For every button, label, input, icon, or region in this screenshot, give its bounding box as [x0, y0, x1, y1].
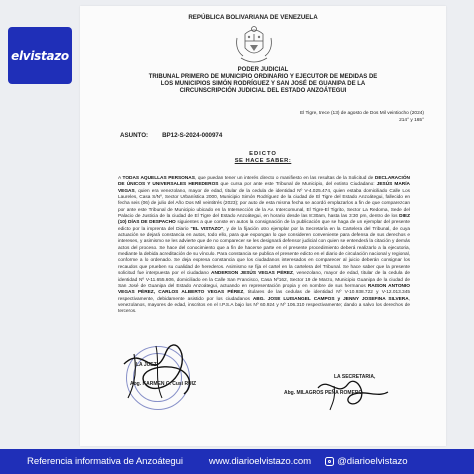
- footer-website-link[interactable]: www.diarioelvistazo.com: [208, 456, 312, 467]
- document-page: [80, 6, 446, 446]
- asunto-line: [120, 132, 222, 139]
- coat-of-arms-icon: [231, 24, 277, 68]
- tribunal-line: LOS MUNICIPIOS SIMÓN RODRÍGUEZ Y SAN JOSÉ DE GUANIPA DE LA: [160, 81, 366, 88]
- secretary-title: LA SECRETARIA,: [334, 374, 376, 380]
- edicto-document: [80, 6, 446, 446]
- edicto-heading: [180, 151, 346, 165]
- footer-bar: [0, 449, 474, 474]
- document-date: El Tigre, trece (13) de agosto de Dos Mil veintiocho (2024) 214° y 165°: [300, 111, 424, 123]
- footer-tagline: Referencia informativa de Anzoátegui: [27, 456, 183, 467]
- brand-logo-badge: [8, 27, 72, 84]
- judge-signature: [104, 324, 216, 434]
- brand-logo: elvistazo: [11, 48, 69, 63]
- edicto-title: EDICTO: [249, 151, 277, 157]
- edicto-subtitle: SE HACE SABER:: [234, 158, 292, 164]
- tribunal-line: TRIBUNAL PRIMERO DE MUNICIPIO ORDINARIO Y EJECUTOR DE MEDIDAS DE: [148, 74, 378, 80]
- tribunal-line: CIRCUNSCRIPCIÓN JUDICIAL DEL ESTADO ANZOÁTEGUI: [179, 88, 347, 95]
- asunto-value: BP12-S-2024-000974: [162, 132, 223, 139]
- judge-title: LA JUEZ,: [136, 362, 159, 368]
- instagram-icon: [325, 457, 334, 466]
- secretary-name: Abg. MILAGROS PEÑA ROMERO: [284, 390, 363, 396]
- footer-handle: @diarioelvistazo: [337, 456, 408, 467]
- document-country-heading: REPÚBLICA BOLIVARIANA DE VENEZUELA: [188, 14, 318, 21]
- edicto-body: A TODAS AQUELLAS PERSONAS, que puedan tener un interés directo o manifiesto en las resultas de la Solicitud de DECLARACIÓN DE ÚNICOS Y UNIVERSALES HEREDEROS que cursa por ante este Tribunal de Municipio, del extinto Ciudadano: JESÚS MARÍA VEGAS, quien era venezolano, mayor de edad, titular de la cedula de identidad Nº V-4.025.474, quien estaba domiciliado Calle Los Laureles, Casa S/Nº, Sector Urbanística 2000, Municipio Simón Rodríguez de la ciudad de El Tigre del Estado Anzoátegui, fallecido en fecha seis (06) de julio del Año Dos Mil veintitrés (2023); por auto de esta misma fecha se acordó emplazarlos a fin de que comparezcan por ante este Tribunal de Municipio ubicado en la Intersección de la Av. Intercomunal, El Tigre-El Tigrito, Sector La Redoma, Sede del Palacio de Justicia de la ciudad de El Tigre del Estado Anzoátegui, en horario desde las 8:30am, hasta las 3:30 pm, dentro de los DIEZ (10) DÍAS DE DESPACHO siguientes a que conste en autos la consignación de la publicación que se haga de un ejemplar del presente edicto por la imprenta del Diario "EL VISTAZO", y de la fijación otro ejemplar por la Secretaría en la Cartelera del Tribunal, de cuya actuación se dejará constancia en autos, todo ello, para que expongan lo que consideren conveniente para defensa de sus derechos e intereses, y asimismo se les advierte que de no comparecer se les designará defensor judicial con quien se entenderá la citación y demás actos del proceso. Se hace del conocimiento que a fin de hacerse parte en el presente procedimiento deberá realizarlo a la ejecutoria, mediante la debida acreditación de su vínculo. Para constancia se publica el presente edicto en el diario de circulación nacional y regional, conforme a lo ordenado. Se deja expresa constancia que los ciudadanos interesados en comparecer al juicio deberán consignar los recaudos que prueben su cualidad de herederos. Asimismo se fija el cartel en la cartelera del Tribunal. Se hace saber que la presente solicitud fue interpuesta por el ciudadano ANDERSON JESÚS VEGAS PÉREZ, venezolano, mayor de edad, titular de la cedula de identidad Nº V-11.655.606, domiciliado en la Calle San Francisco, Casa Nº162, Sector 19 de Marzo, Municipio Guanipa de la ciudad de San José de Guanipa del Estado Anzoátegui, actuando en representación propia y en nombre de sus hermanos RAISON ANTONIO VEGAS PÉREZ, CARLOS ALBERTO VEGAS PÉREZ, titulares de las cedulas de identidad Nº V-10.938.722 y V-12.013.345 respectivamente, debidamente asistido por los ciudadanos ABG. JOSE LUISANGEL CAMPOS y JENNY JOSEFINA SILVERA, venezolanos, mayores de edad, inscritos en el I.P.S.A bajo los Nº 60.924 y Nº 106.310 respectivamente; dando a salvo los derechos de terceros.: [118, 176, 411, 315]
- judge-name: Abg. KARMEN C. Cusi RUIZ: [130, 381, 197, 387]
- poder-judicial-heading: PODER JUDICIAL: [237, 67, 289, 73]
- tribunal-heading: [124, 74, 402, 96]
- footer-instagram[interactable]: [325, 456, 408, 467]
- asunto-label: ASUNTO:: [120, 132, 149, 139]
